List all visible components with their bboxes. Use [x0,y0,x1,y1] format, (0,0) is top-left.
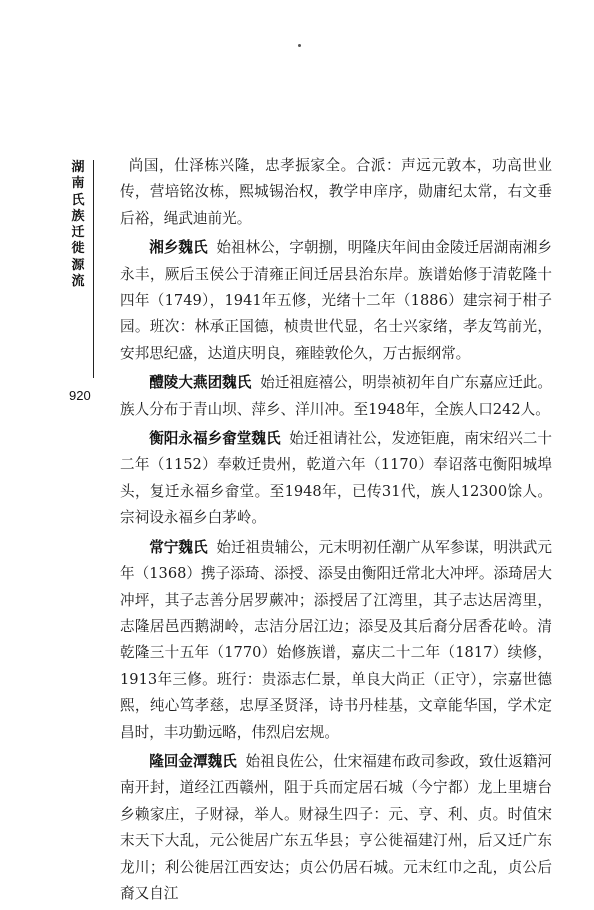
paragraph-text: 始祖良佐公，仕宋福建布政司参政，致仕返籍河南开封，道经江西赣州，阻于兵而定居石城（今宁都）龙上里塘台乡赖家庄，子财禄，举人。财禄生四子：元、亨、利、贞。时值宋末天下大乱，元公徙居广东五华县；亨公徙福建汀州，后又迁广东龙川；利公徙居江西安达；贞公仍居石城。元末红巾之乱，贞公后裔又自江 [120,752,552,902]
paragraph-title: 湘乡魏氏 [149,239,208,257]
paragraph [120,426,552,532]
header-rule [93,160,94,378]
paragraph-text: 尚国，仕泽栋兴隆，忠孝振家全。合派：声远元敦本，功高世业传，营培铭汝栋，熙城锡治权，教学申庠序，勋庸纪太常，右文垂后裕，绳武迪前光。 [120,157,552,227]
paragraph [120,535,552,746]
paragraph [120,235,552,367]
decorative-dot [298,44,301,47]
page-number: 920 [69,388,91,403]
paragraph-title: 隆回金潭魏氏 [149,752,237,770]
paragraph-title: 常宁魏氏 [149,538,208,556]
paragraph [120,370,552,423]
paragraph-text: 始迁祖贵辅公，元末明初任潮广从军参谋，明洪武元年（1368）携子添琦、添授、添旻由衡阳迁常北大冲坪。添琦居大冲坪，其子志善分居罗蕨冲；添授居了江湾里，其子志达居湾里，志隆居邑西鹅湖岭，志洁分居江边；添旻及其后裔分居香花岭。清乾隆三十五年（1770）始修族谱，嘉庆二十二年（1817）续修，1913年三修。班行：贵添志仁景，单良大尚正（正守），宗嘉世德熙，纯心笃孝慈，忠厚圣贤泽，诗书丹桂基，文章能华国，学术定昌时，丰功勤远略，伟烈启宏规。 [120,538,552,741]
paragraph [120,749,552,907]
page-body [120,153,552,910]
paragraph-title: 衡阳永福乡畲堂魏氏 [149,430,281,448]
paragraph [120,153,552,232]
running-header-title: 湖南氏族迁徙源流 [71,160,85,290]
paragraph-text: 始迁祖庭禧公，明崇祯初年自广东嘉应迁此。族人分布于青山坝、萍乡、洋川冲。至1948年，全族人口242人。 [120,374,552,418]
paragraph-text: 始迁祖请社公，发迹钜鹿，南宋绍兴二十二年（1152）奉敕迁贵州，乾道六年（1170）奉诏落屯衡阳城埠头，复迁永福乡畲堂。至1948年，已传31代，族人12300馀人。宗祠设永福乡白茅岭。 [120,430,552,527]
paragraph-title: 醴陵大燕团魏氏 [149,374,252,392]
paragraph-text: 始祖林公，字朝捌，明隆庆年间由金陵迁居湖南湘乡永丰，厥后玉侯公于清雍正间迁居县治东岸。族谱始修于清乾隆十四年（1749），1941年五修，光绪十二年（1886）建宗祠于柑子园。班次：林承正国德，桢贵世代显，名士兴家绪，孝友笃前光，安邦思纪盛，达道庆明良，雍睦敦伦久，万古振纲常。 [120,239,552,362]
